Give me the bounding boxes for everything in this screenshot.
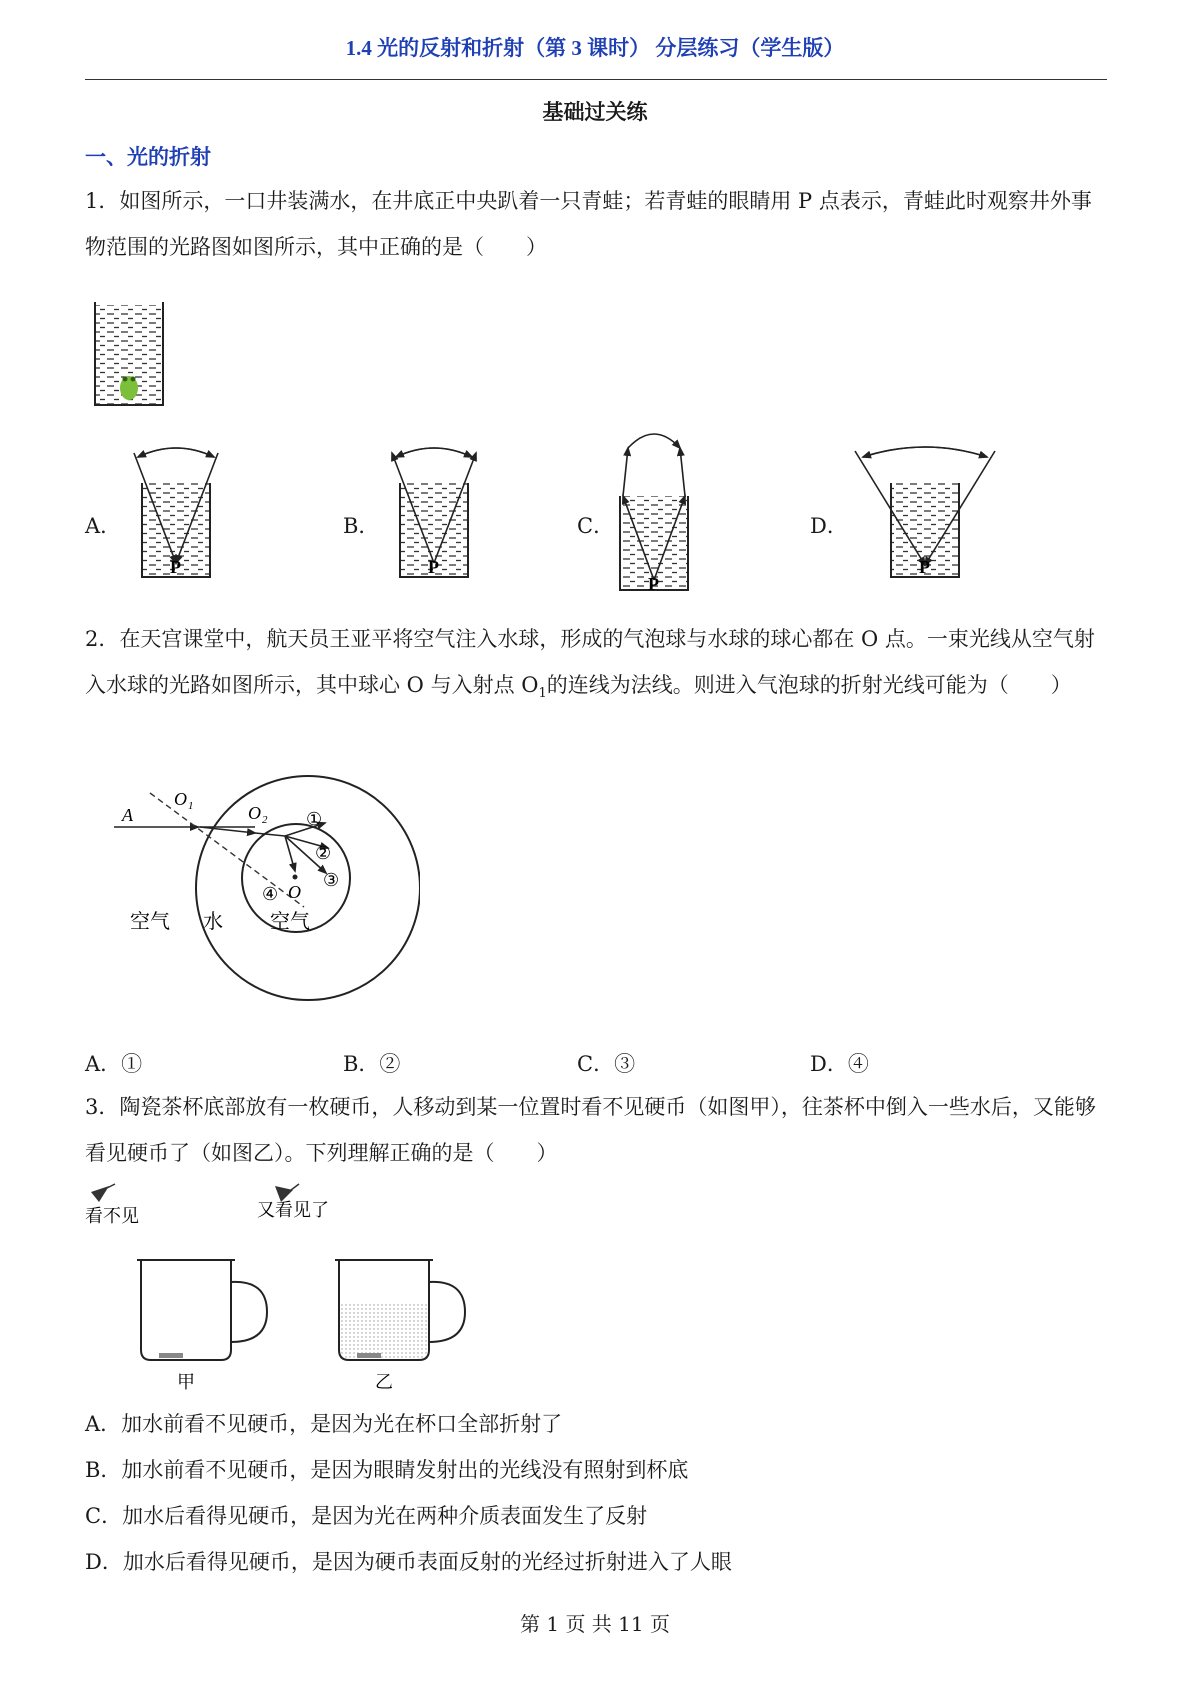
- svg-text:水: 水: [203, 911, 223, 933]
- page-subtitle: 基础过关练: [542, 99, 648, 124]
- svg-text:O: O: [288, 882, 301, 902]
- svg-text:空气: 空气: [270, 911, 310, 933]
- point-p-label: P: [428, 557, 439, 577]
- eye-icon: [91, 1184, 115, 1202]
- q3-option-b[interactable]: B．加水前看不见硬币，是因为眼睛发射出的光线没有照射到杯底: [85, 1458, 689, 1482]
- svg-text:O: O: [174, 789, 187, 809]
- question-2-text: 2．在天宫课堂中，航天员王亚平将空气注入水球，形成的气泡球与水球的球心都在 O 点。一束光线从空气射入水球的光路如图所示，其中球心 O 与入射点 $O_1$的连线为法线。则进入气泡球的折射光线可能为（ ）: [85, 627, 1095, 702]
- q3-option-d[interactable]: D．加水后看得见硬币，是因为硬币表面反射的光经过折射进入了人眼: [85, 1550, 732, 1574]
- point-p-label: P: [170, 557, 181, 577]
- question-3-text: 3．陶瓷茶杯底部放有一枚硬币，人移动到某一位置时看不见硬币（如图甲），往茶杯中倒入一些水后，又能够看见硬币了（如图乙）。下列理解正确的是（ ）: [85, 1095, 1096, 1165]
- point-p-label: P: [919, 557, 930, 577]
- q2-option-a[interactable]: A．①: [85, 1052, 143, 1076]
- cup-a: [137, 1260, 267, 1360]
- svg-text:乙: 乙: [375, 1372, 393, 1390]
- q1-option-a[interactable]: A．: [85, 514, 122, 538]
- point-p-label: P: [648, 574, 659, 594]
- q2-option-c[interactable]: C．③: [577, 1052, 636, 1076]
- svg-text:2: 2: [262, 814, 268, 826]
- q1-option-c-diagram: [608, 430, 708, 595]
- q3-option-a[interactable]: A．加水前看不见硬币，是因为光在杯口全部折射了: [85, 1412, 563, 1436]
- q2-option-d[interactable]: D．④: [810, 1052, 869, 1076]
- tea-cup-figure: [85, 1180, 485, 1390]
- q1-option-d-diagram: [853, 445, 1013, 587]
- q2-option-b[interactable]: B．②: [343, 1052, 401, 1076]
- svg-text:甲: 甲: [177, 1372, 195, 1390]
- svg-text:④: ④: [262, 884, 279, 904]
- q1-option-c[interactable]: C．: [577, 514, 615, 538]
- q3-option-c[interactable]: C．加水后看得见硬币，是因为光在两种介质表面发生了反射: [85, 1504, 648, 1528]
- svg-text:空气: 空气: [130, 911, 170, 933]
- cup-b: [335, 1260, 465, 1360]
- page-footer: 第 1 页 共 11 页: [520, 1612, 670, 1636]
- svg-text:②: ②: [315, 843, 332, 863]
- svg-text:看不见: 看不见: [85, 1206, 139, 1226]
- header-title: 1.4 光的反射和折射（第 3 课时） 分层练习（学生版）: [345, 36, 845, 60]
- svg-text:A: A: [122, 805, 133, 825]
- svg-text:1: 1: [188, 800, 194, 812]
- q1-option-b-diagram: [378, 445, 508, 587]
- q1-option-b[interactable]: B．: [343, 514, 380, 538]
- q1-option-d[interactable]: D．: [810, 514, 848, 538]
- well-frog-figure: [92, 302, 168, 410]
- svg-text:O: O: [248, 803, 261, 823]
- header-rule: [85, 79, 1107, 80]
- water-ball-figure: [110, 765, 420, 1005]
- svg-text:①: ①: [306, 809, 323, 829]
- svg-text:③: ③: [323, 870, 340, 890]
- section-title: 一、光的折射: [85, 144, 211, 169]
- svg-text:又看见了: 又看见了: [257, 1200, 329, 1220]
- q1-option-a-diagram: [120, 445, 250, 587]
- question-1-text: 1．如图所示，一口井装满水，在井底正中央趴着一只青蛙；若青蛙的眼睛用 P 点表示，青蛙此时观察井外事物范围的光路图如图所示，其中正确的是（ ）: [85, 189, 1092, 259]
